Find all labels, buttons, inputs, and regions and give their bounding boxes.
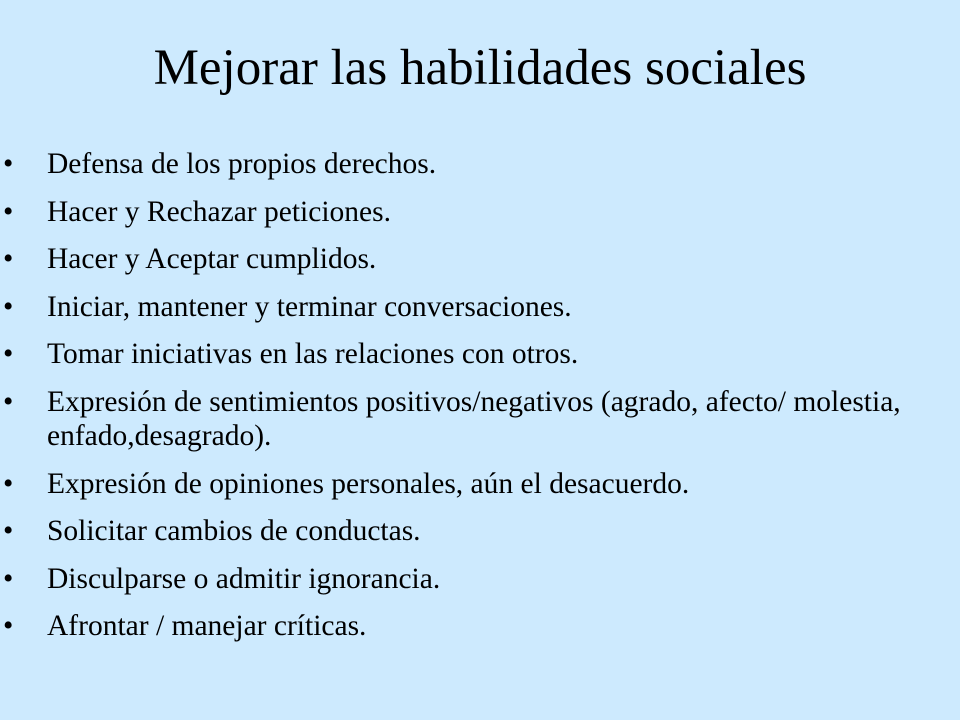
bullet-item [0,562,960,596]
bullet-text: Expresión de sentimientos positivos/negativos (agrado, afecto/ molestia, enfado,desagrado). [47,385,901,452]
bullet-item [0,385,960,453]
bullet-item [0,195,960,229]
slide-title: Mejorar las habilidades sociales [153,40,807,96]
bullet-text: Iniciar, mantener y terminar conversaciones. [47,290,572,323]
bullet-text: Solicitar cambios de conductas. [47,515,421,548]
bullet-text: Disculparse o admitir ignorancia. [47,562,441,595]
bullet-list [0,147,960,657]
bullet-item [0,242,960,276]
bullet-item [0,609,960,643]
bullet-text: Defensa de los propios derechos. [47,148,437,180]
bullet-dot-icon: • [3,338,14,371]
bullet-dot-icon: • [3,562,14,595]
bullet-text: Tomar iniciativas en las relaciones con otros. [47,338,579,371]
bullet-dot-icon: • [3,195,14,228]
bullet-item [0,147,960,181]
bullet-dot-icon: • [3,467,14,500]
bullet-item [0,290,960,324]
bullet-text: Afrontar / manejar críticas. [47,610,367,643]
bullet-item [0,337,960,371]
bullet-dot-icon: • [3,148,14,180]
bullet-text: Hacer y Aceptar cumplidos. [47,243,377,276]
bullet-dot-icon: • [3,243,14,276]
bullet-dot-icon: • [3,515,14,548]
bullet-text: Expresión de opiniones personales, aún el desacuerdo. [47,467,690,500]
bullet-dot-icon: • [3,290,14,323]
bullet-dot-icon: • [3,610,14,643]
bullet-text: Hacer y Rechazar peticiones. [47,195,391,228]
bullet-item [0,514,960,548]
bullet-item [0,467,960,501]
bullet-dot-icon: • [3,385,14,418]
